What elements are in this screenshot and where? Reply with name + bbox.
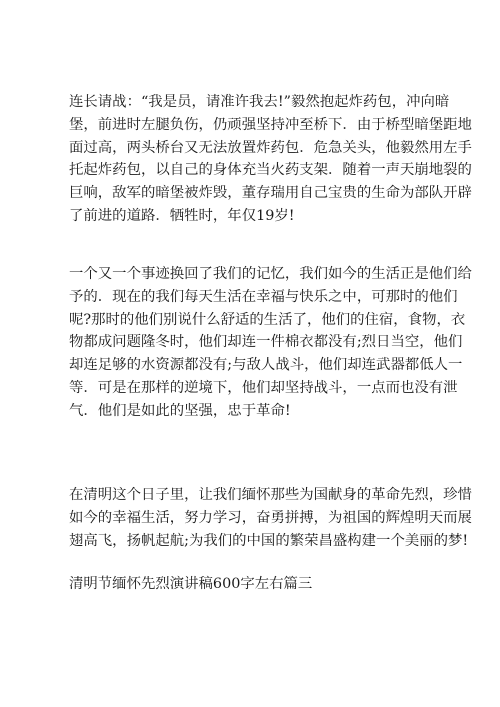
section-heading (69, 573, 447, 596)
text-line: 物都成问题隆冬时，他们却连一件棉衣都没有;烈日当空，他们 (69, 334, 463, 351)
text-line: 在清明这个日子里，让我们缅怀那些为国献身的革命先烈，珍惜 (69, 487, 472, 503)
text-line: 连长请战：“我是员，请准许我去!”毅然抱起炸药包，冲向暗 (69, 94, 450, 110)
text-line: 了前进的道路．牺牲时，年仅19岁! (69, 207, 295, 224)
text-line: 予的．现在的我们每天生活在幸福与快乐之中，可那时的他们 (69, 288, 458, 305)
text-line: 一个又一个事迹换回了我们的记忆，我们如今的生活正是他们给 (69, 266, 472, 282)
text-line: 却连足够的水资源都没有;与敌人战斗，他们却连武器都低人一 (69, 357, 463, 374)
text-line: 堡，前进时左腿负伤，仍顽强坚持冲至桥下．由于桥型暗堡距地 (69, 116, 472, 133)
text-line: 翅高飞，扬帆起航;为我们的中国的繁荣昌盛构建一个美丽的梦! (69, 532, 469, 549)
paragraph-memories (69, 263, 472, 423)
text-line: 如今的幸福生活，努力学习，奋勇拼搏，为祖国的辉煌明天而展 (69, 509, 472, 526)
heading-text: 清明节缅怀先烈演讲稿600字左右篇三 (69, 576, 313, 592)
paragraph-qingming (69, 484, 472, 552)
text-line: 气．他们是如此的坚强，忠于革命! (69, 402, 291, 419)
text-line: 托起炸药包，以自己的身体充当火药支架．随着一声天崩地裂的 (69, 162, 472, 179)
text-line: 呢?那时的他们别说什么舒适的生活了，他们的住宿，食物，衣 (69, 311, 466, 328)
paragraph-dong-cunrui (69, 91, 472, 228)
text-line: 面过高，两头桥台又无法放置炸药包．危急关头，他毅然用左手 (69, 139, 472, 156)
text-line: 巨响，敌军的暗堡被炸毁，董存瑞用自己宝贵的生命为部队开辟 (69, 185, 472, 202)
text-line: 等．可是在那样的逆境下，他们却坚持战斗，一点而也没有泄 (69, 379, 458, 396)
